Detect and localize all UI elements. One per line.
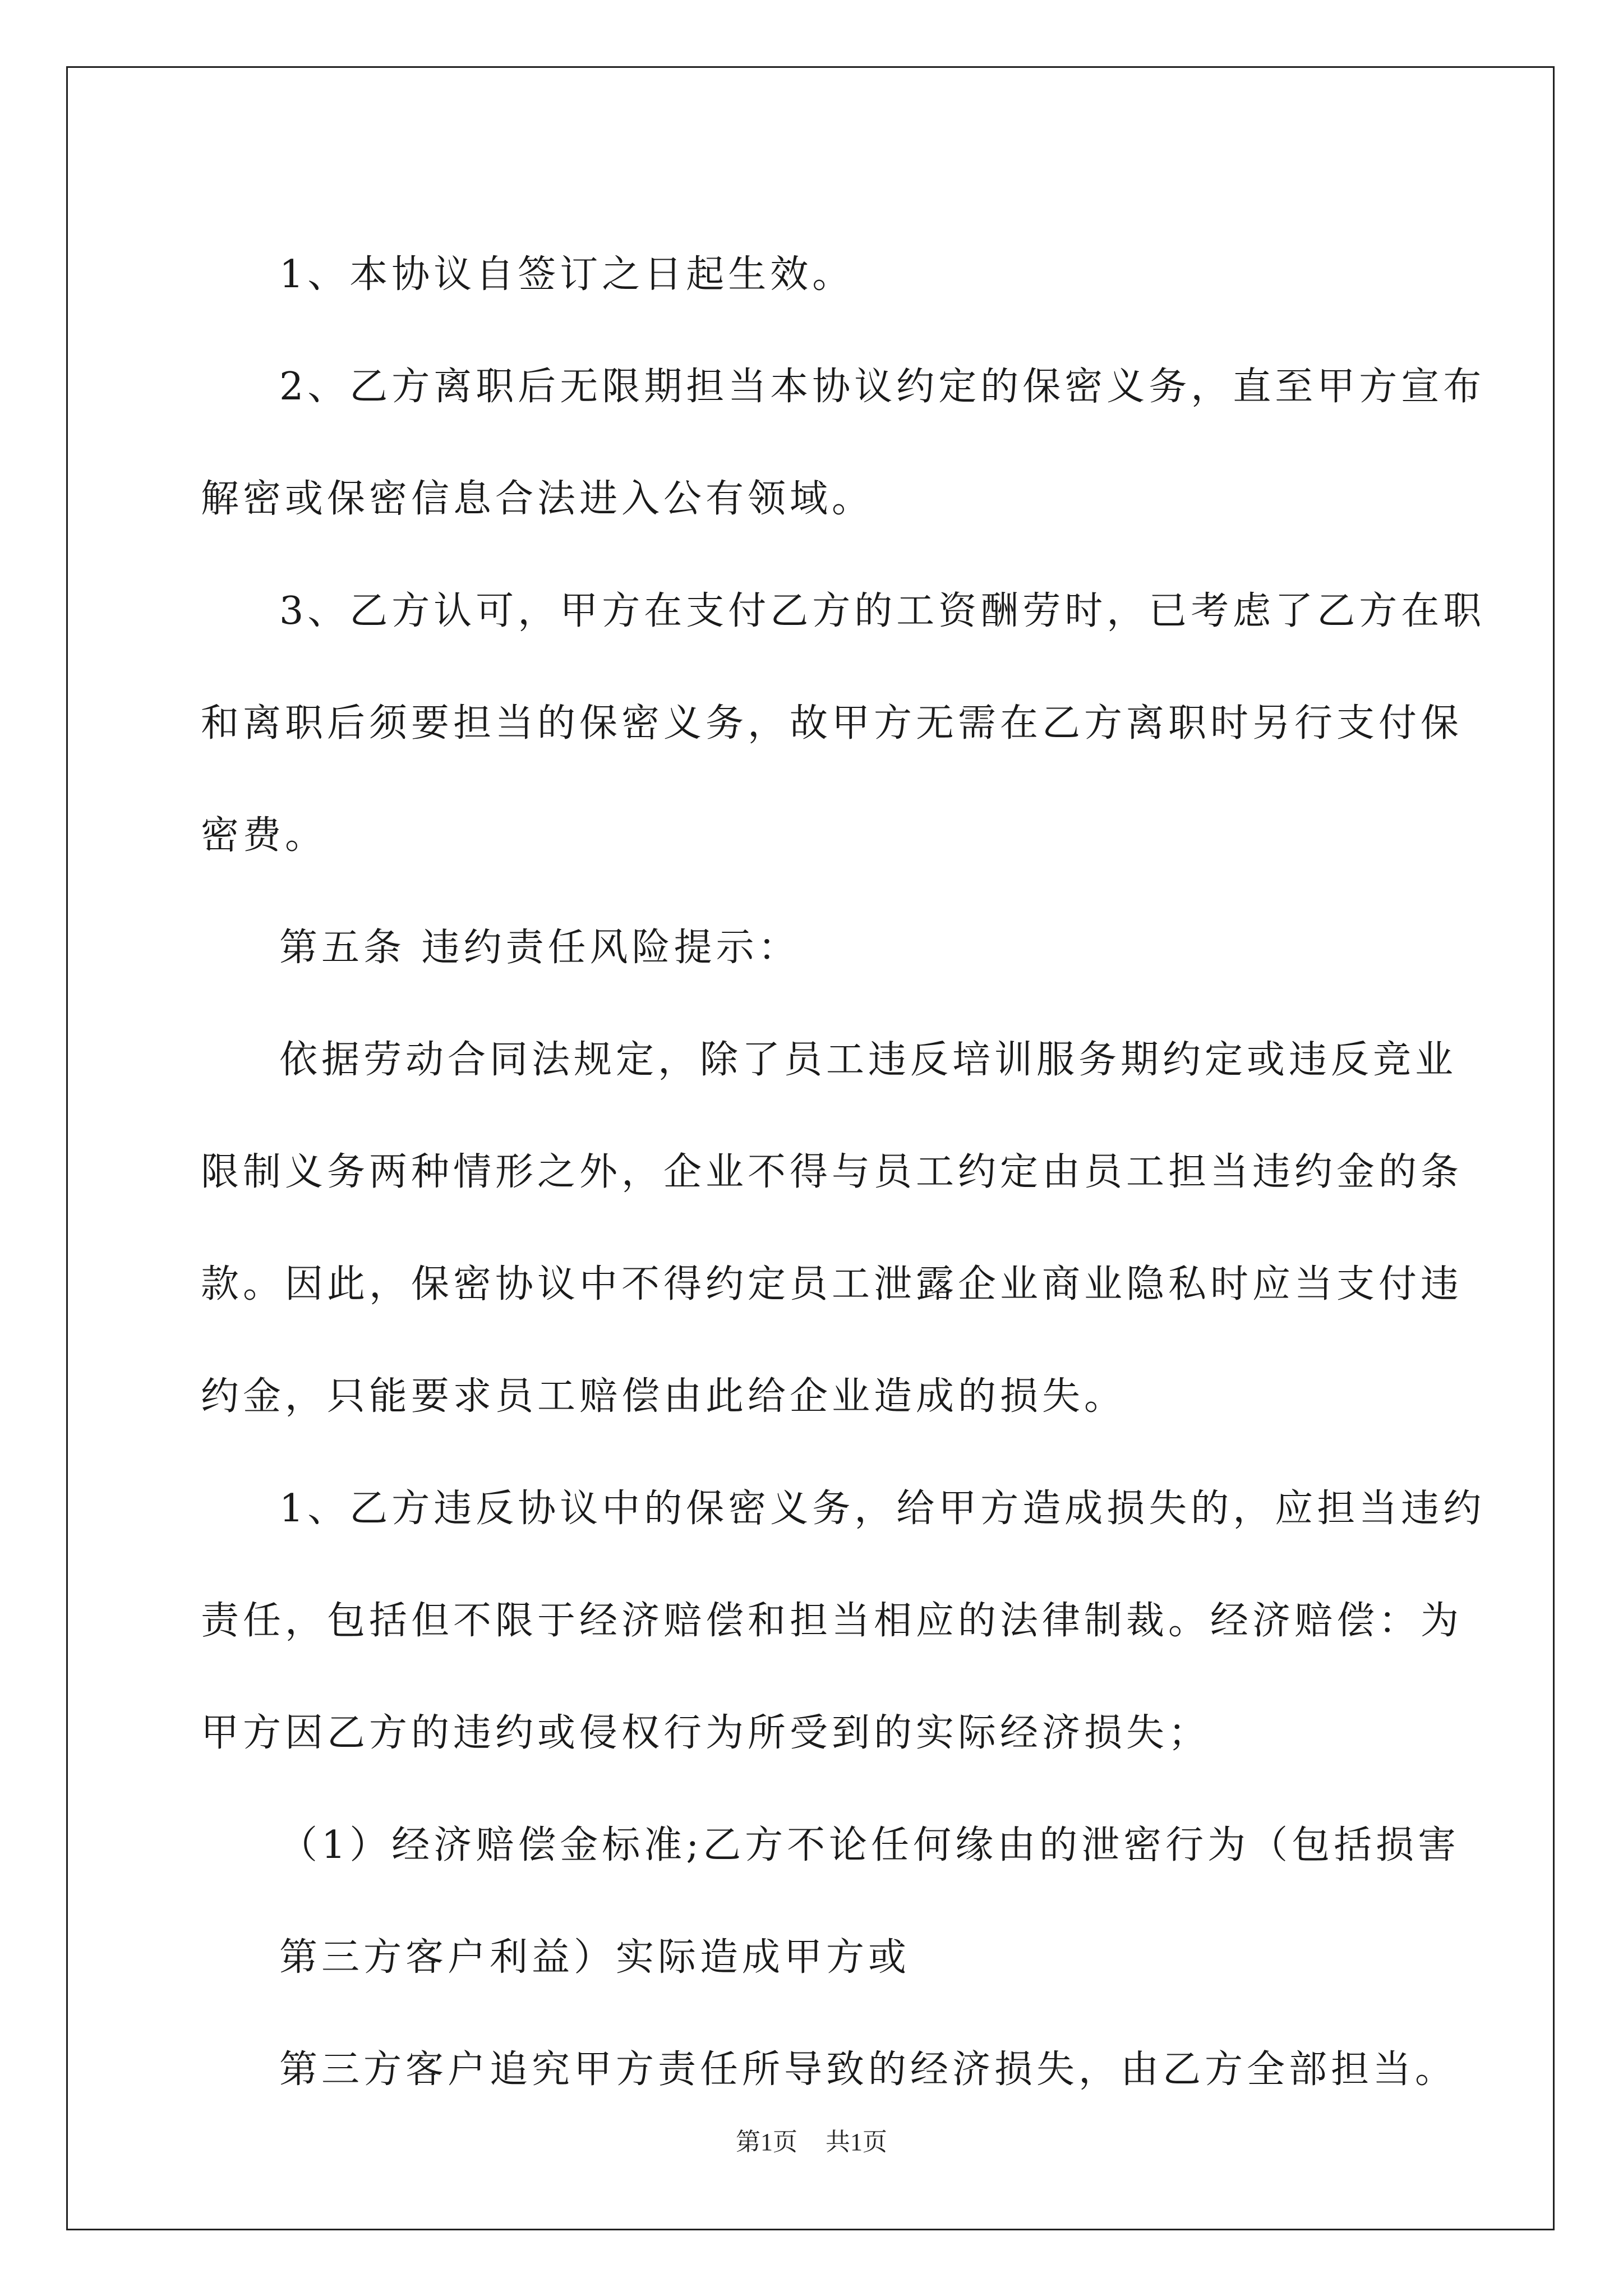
paragraph-line: 甲方因乙方的违约或侵权行为所受到的实际经济损失；	[201, 1711, 1211, 1755]
paragraph-line: 第三方客户利益）实际造成甲方或	[279, 1935, 911, 1980]
section-heading: 第五条 违约责任风险提示：	[279, 926, 800, 970]
paragraph-line: 密费。	[201, 813, 328, 858]
paragraph-line: 依据劳动合同法规定，除了员工违反培训服务期约定或违反竞业	[279, 1038, 1458, 1082]
paragraph-line: 3、乙方认可，甲方在支付乙方的工资酬劳时，已考虑了乙方在职	[279, 589, 1486, 633]
page-number: 第1页	[736, 2128, 797, 2156]
paragraph-line: （1）经济赔偿金标准;乙方不论任何缘由的泄密行为（包括损害	[279, 1823, 1460, 1867]
paragraph-line: 1、乙方违反协议中的保密义务，给甲方造成损失的，应担当违约	[279, 1487, 1486, 1531]
paragraph-line: 限制义务两种情形之外，企业不得与员工约定由员工担当违约金的条	[201, 1150, 1463, 1194]
paragraph-line: 责任，包括但不限于经济赔偿和担当相应的法律制裁。经济赔偿：为	[201, 1599, 1463, 1643]
total-pages: 共1页	[826, 2128, 887, 2156]
paragraph-line: 款。因此，保密协议中不得约定员工泄露企业商业隐私时应当支付违	[201, 1262, 1463, 1306]
paragraph-line: 和离职后须要担当的保密义务，故甲方无需在乙方离职时另行支付保	[201, 701, 1463, 746]
paragraph-line: 约金，只能要求员工赔偿由此给企业造成的损失。	[201, 1374, 1127, 1419]
page-footer	[0, 2122, 1623, 2157]
paragraph-line: 1、本协议自签订之日起生效。	[279, 252, 855, 297]
paragraph-line: 第三方客户追究甲方责任所导致的经济损失，由乙方全部担当。	[279, 2047, 1458, 2092]
paragraph-line: 2、乙方离职后无限期担当本协议约定的保密义务，直至甲方宣布	[279, 365, 1486, 409]
paragraph-line: 解密或保密信息合法进入公有领域。	[201, 477, 874, 521]
document-body	[201, 219, 1486, 2126]
